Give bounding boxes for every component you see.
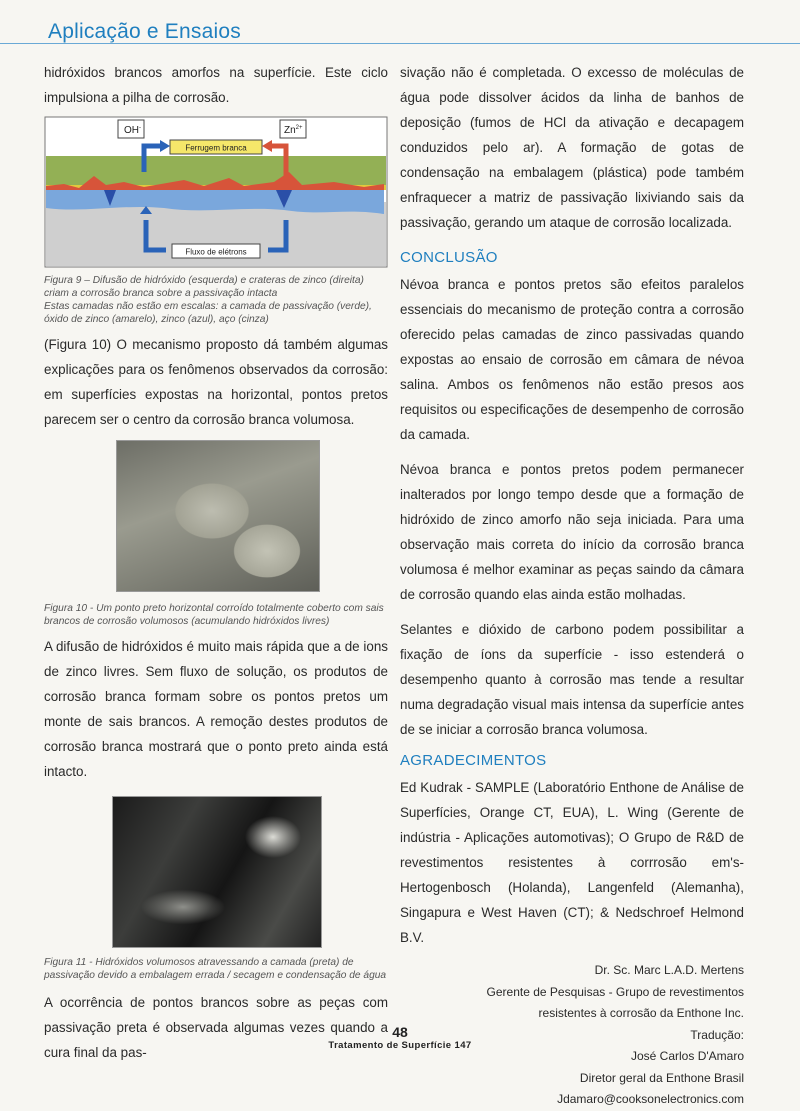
author-role-2: resistentes à corrosão da Enthone Inc.: [538, 1006, 744, 1020]
figure-9: [44, 116, 388, 326]
page-number: 48: [392, 1024, 408, 1040]
figure-9-caption-2: Estas camadas não estão em escalas: a camada de passivação (verde), óxido de zinco (amarelo), zinco (azul), aço (cinza): [44, 301, 372, 325]
oh-label-sup: -: [139, 125, 141, 131]
zn-label-sup: 2+: [295, 125, 303, 131]
header-divider: [0, 43, 800, 44]
translator-role: Diretor geral da Enthone Brasil: [579, 1070, 744, 1085]
figure-10-caption: Figura 10 - Um ponto preto horizontal corroído totalmente coberto com sais brancos de corrosão volumosos (acumulando hidróxidos livres): [44, 603, 384, 627]
figure-9-caption-1: Figura 9 – Difusão de hidróxido (esquerda) e crateras de zinco (direita) criam a corrosão branca sobre a passivação intacta: [44, 275, 364, 299]
translator-email[interactable]: Jdamaro@cooksonelectronics.com: [557, 1092, 744, 1106]
right-column: [400, 60, 744, 1111]
translation-label: Tradução:: [690, 1027, 744, 1042]
conclusion-paragraph-2: Névoa branca e pontos pretos podem permanecer inalterados por longo tempo desde que a formação de hidróxido de zinco amorfo não seja iniciada. Para uma observação mais correta do início da corrosão branca volumosa é melhor examinar as peças saindo da câmara de corrosão quando elas ainda estão molhadas.: [400, 462, 744, 602]
figure-11-photo: [112, 796, 322, 948]
acknowledgements-heading: AGRADECIMENTOS: [400, 752, 547, 769]
left-paragraph-2: (Figura 10) O mecanismo proposto dá também algumas explicações para os fenômenos observados da corrosão: em superfícies expostas na horizontal, pontos pretos parecem ser o centro da corrosão branca volumosa.: [44, 337, 388, 427]
white-rust-label: Ferrugem branca: [185, 143, 247, 153]
electron-flow-label: Fluxo de elétrons: [185, 247, 247, 257]
left-paragraph-1: hidróxidos brancos amorfos na superfície. Este ciclo impulsiona a pilha de corrosão.: [44, 65, 388, 105]
magazine-name: Tratamento de Superfície 147: [328, 1040, 472, 1051]
translator-name: José Carlos D'Amaro: [631, 1049, 744, 1063]
acknowledgements-paragraph: Ed Kudrak - SAMPLE (Laboratório Enthone de Análise de Superfícies, Orange CT, EUA), L. Wing (Gerente de indústria - Aplicações automotivas); O Grupo de R&D de revestimentos resistentes à corrrosão em's-Hertogenbosch (Holanda), Langenfeld (Alemanha), Singapura e West Haven (CT); & Nedschroef Helmond B.V.: [400, 780, 744, 945]
figure-9-diagram: [44, 116, 388, 268]
right-paragraph-1: sivação não é completada. O excesso de moléculas de água pode dissolver ácidos da linha de banhos de deposição (fumos de HCl da ativação e decapagem conduzidos pelo ar). A formação de gotas de condensação na embalagem (plástica) pode também enfraquecer a matriz de passivação lixiviando sais da passivação, gerando um ataque de corrosão localizada.: [400, 65, 744, 230]
conclusion-heading: CONCLUSÃO: [400, 249, 498, 266]
conclusion-paragraph-1: Névoa branca e pontos pretos são efeitos paralelos essenciais do mecanismo de proteção contra a corrosão oferecido pelas camadas de zinco passivadas quando expostas ao ensaio de corrosão em câmara de névoa salina. Ambos os fenômenos não estão presos aos requisitos ou especificações de desempenho de corrosão da camada.: [400, 277, 744, 442]
svg-text:OH-: [124, 125, 141, 136]
oh-label: OH: [124, 125, 139, 136]
left-column: [44, 60, 388, 1065]
author-role-1: Gerente de Pesquisas - Grupo de revestimentos: [486, 984, 744, 999]
zn-label: Zn: [284, 125, 296, 136]
figure-10-photo: [116, 440, 320, 592]
author-name: Dr. Sc. Marc L.A.D. Mertens: [594, 963, 744, 977]
figure-11-caption: Figura 11 - Hidróxidos volumosos atravessando a camada (preta) de passivação devido a embalagem errada / secagem e condensação de água: [44, 957, 387, 981]
section-header-title: Aplicação e Ensaios: [48, 20, 241, 43]
left-paragraph-3: A difusão de hidróxidos é muito mais rápida que a de ions de zinco livres. Sem fluxo de solução, os produtos de corrosão branca formam sobre os pontos pretos um monte de sais brancos. A remoção destes produtos de corrosão branca mostrará que o ponto preto ainda está intacto.: [44, 639, 388, 779]
left-paragraph-4: A ocorrência de pontos brancos sobre as peças com passivação preta é observada algumas vezes quando a cura final da pas-: [44, 995, 388, 1060]
conclusion-paragraph-3: Selantes e dióxido de carbono podem possibilitar a fixação de íons da superfície - isso estenderá o desempenho quanto à corrosão mas tende a resultar numa degradação visual mais intensa da superfície antes de se iniciar a corrosão branca volumosa.: [400, 622, 744, 737]
